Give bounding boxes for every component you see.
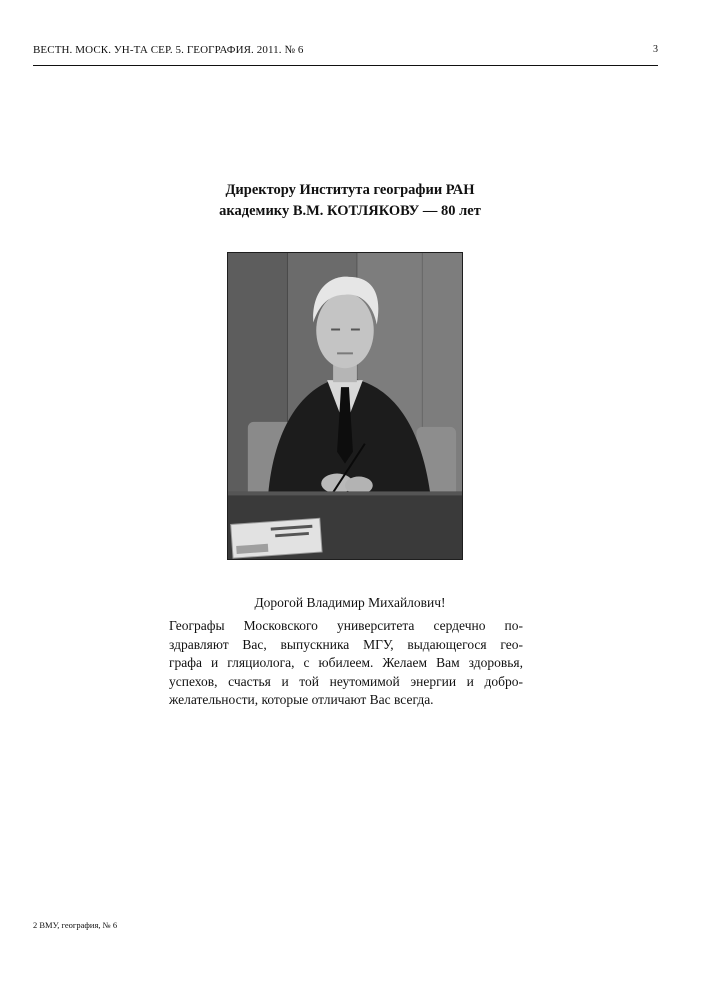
text-line: Географы Московского университета сердечно по- xyxy=(169,618,523,633)
text-line: успехов, счастья и той неутомимой энергии и добро- xyxy=(169,673,523,689)
portrait-photo xyxy=(227,252,463,560)
greeting: Дорогой Владимир Михайлович! xyxy=(254,595,446,610)
congratulation-text xyxy=(169,617,523,710)
portrait-illustration xyxy=(228,253,462,559)
header-divider xyxy=(33,65,658,66)
page-number: 3 xyxy=(653,44,658,55)
text-line: здравляют Вас, выпускника МГУ, выдающегося гео- xyxy=(169,636,523,652)
journal-running-head: ВЕСТН. МОСК. УН-ТА СЕР. 5. ГЕОГРАФИЯ. 2011. № 6 xyxy=(33,44,304,56)
text-line: графа и гляциолога, с юбилеем. Желаем Вам здоровья, xyxy=(169,655,523,670)
article-title xyxy=(120,180,580,222)
text-line: желательности, которые отличают Вас всегда. xyxy=(169,692,434,707)
footer-signature-note: 2 ВМУ, география, № 6 xyxy=(33,920,118,930)
title-line: Директору Института географии РАН xyxy=(225,182,475,198)
title-line: академику В.М. КОТЛЯКОВУ — 80 лет xyxy=(219,203,481,219)
